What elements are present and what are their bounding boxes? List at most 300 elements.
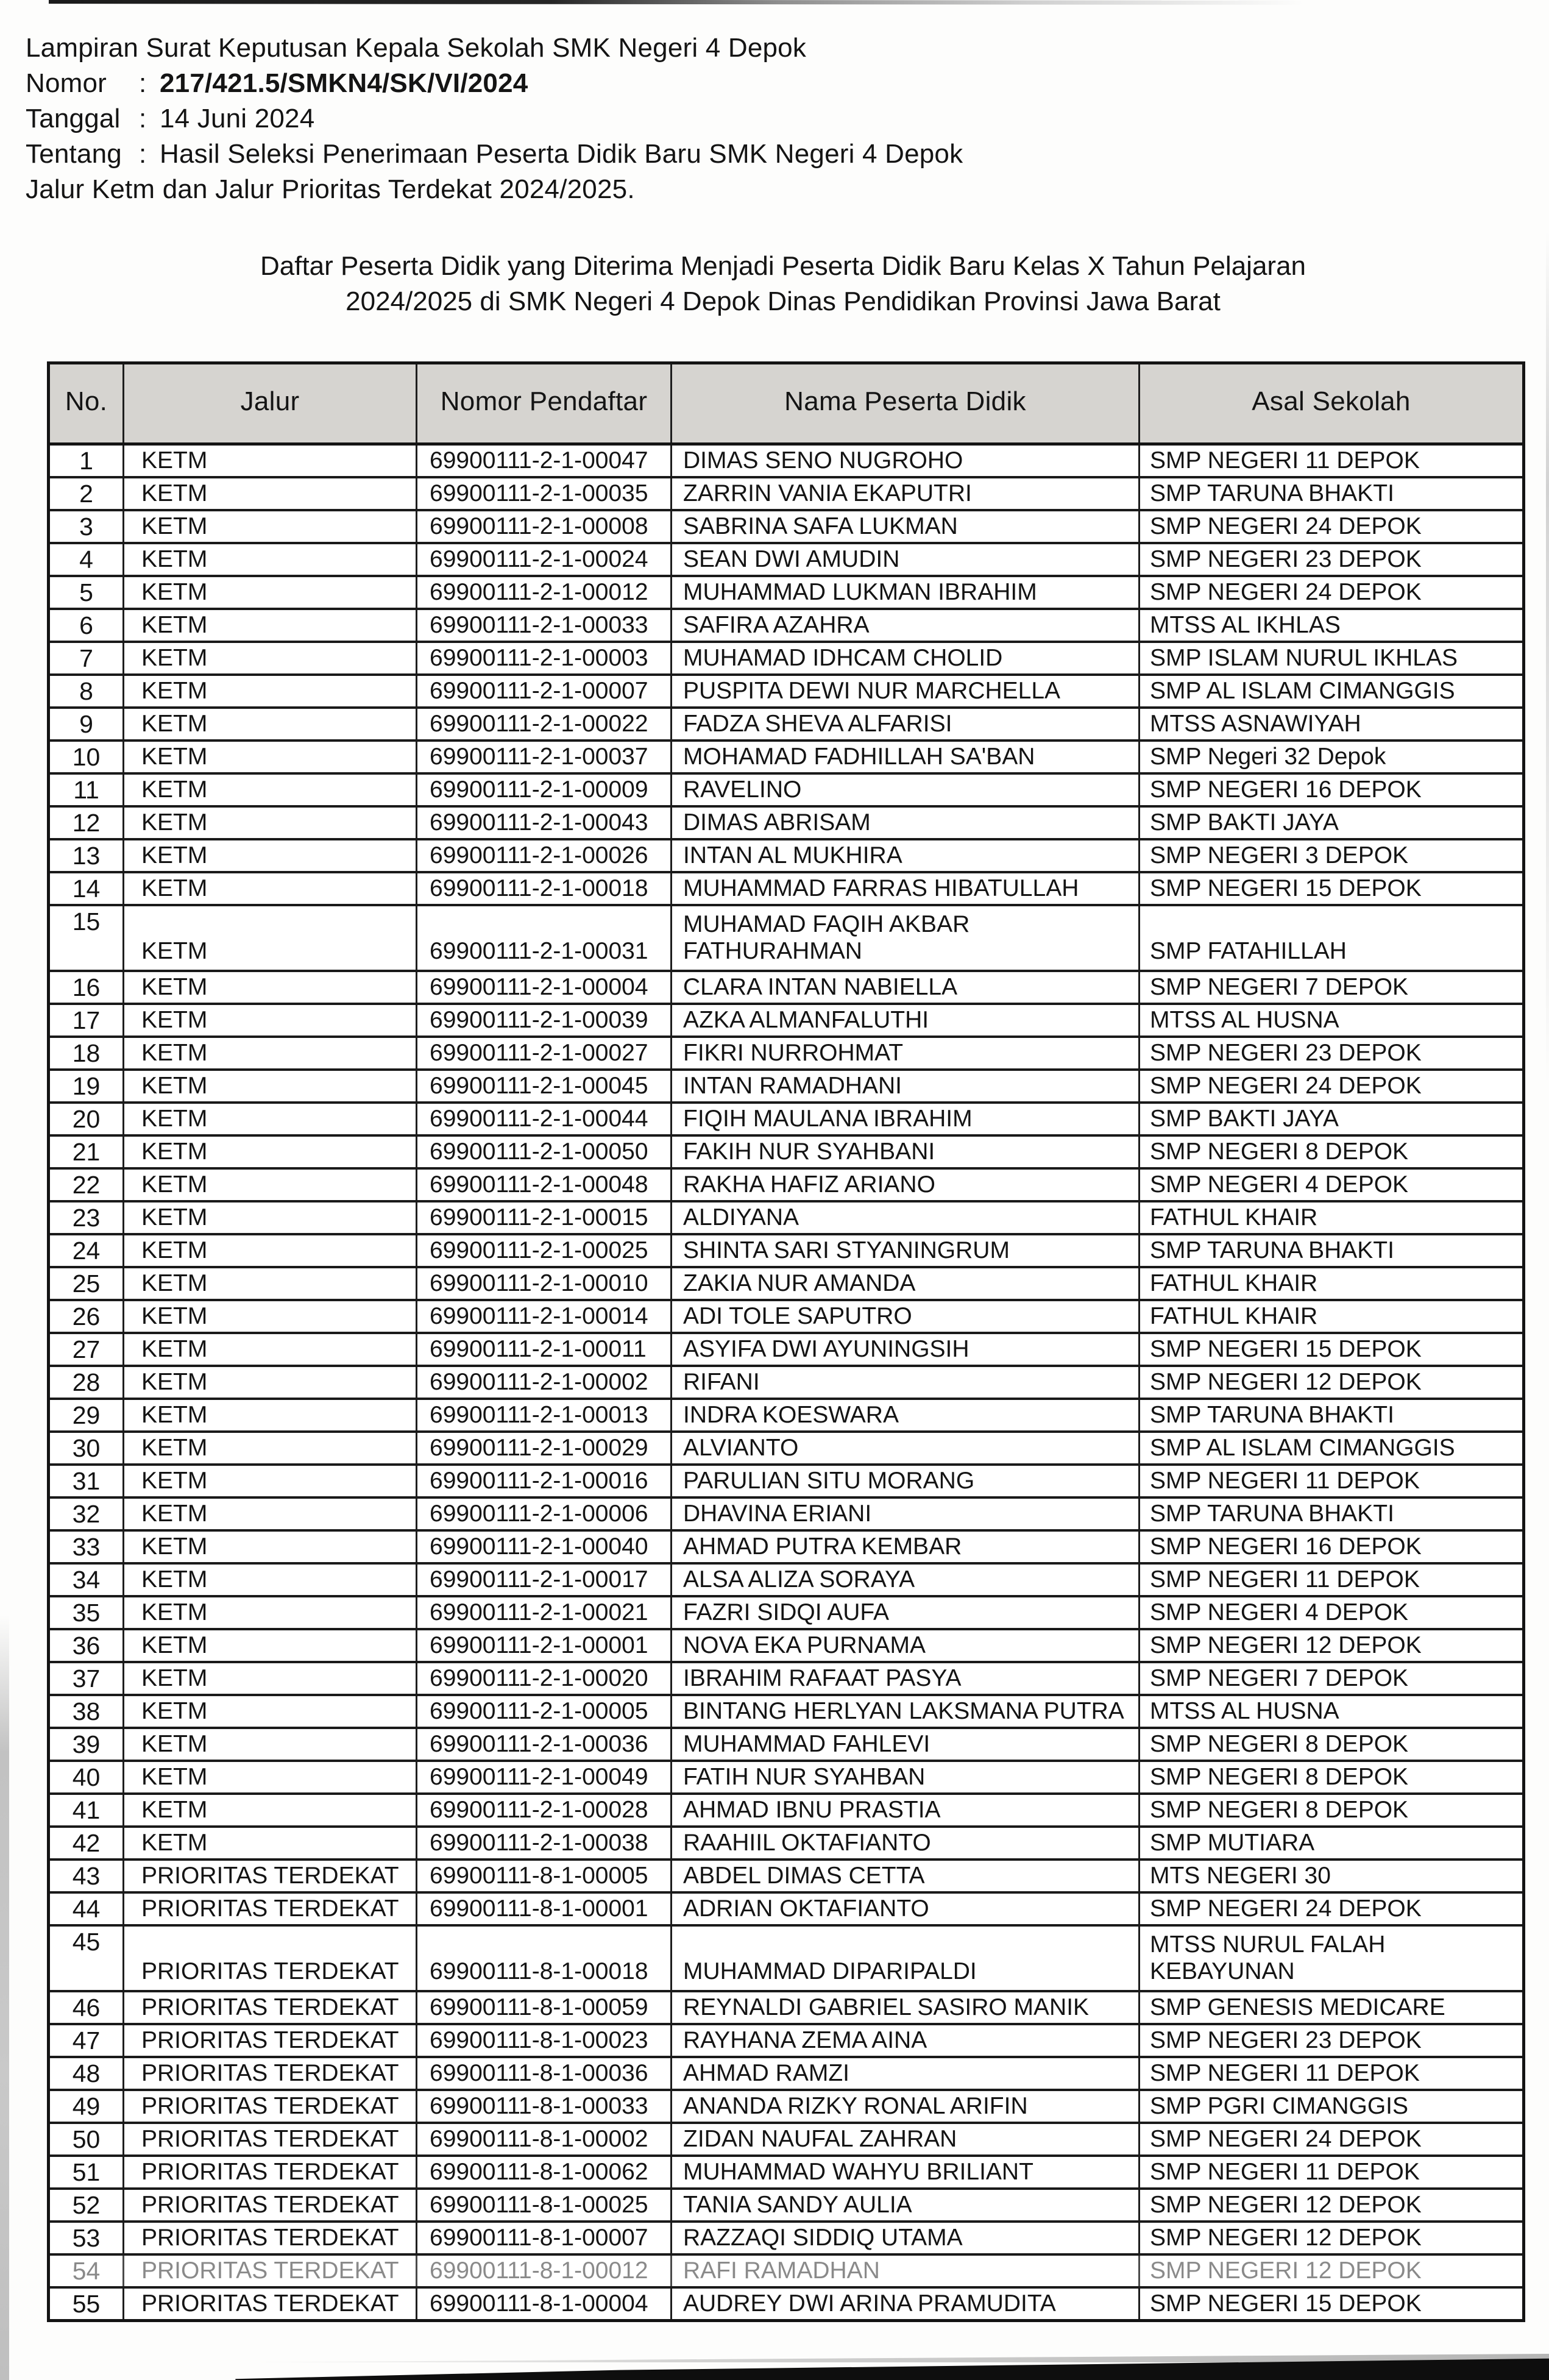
cell-asal: SMP NEGERI 16 DEPOK [1150, 1533, 1422, 1560]
cell-jalur: PRIORITAS TERDEKAT [124, 2190, 417, 2220]
cell-asal: SMP NEGERI 7 DEPOK [1150, 974, 1409, 1000]
cell-no: 45 [50, 1927, 124, 1990]
table-row [50, 775, 1522, 808]
cell-nama: ANANDA RIZKY RONAL ARIFIN [672, 2091, 1140, 2122]
cell-no: 36 [50, 1630, 124, 1661]
cell-nomor: 69900111-2-1-00020 [417, 1663, 672, 1694]
cell-asal: SMP NEGERI 23 DEPOK [1150, 1040, 1422, 1066]
lampiran-line: Lampiran Surat Keputusan Kepala Sekolah SMK Negeri 4 Depok [26, 33, 807, 63]
table-row [50, 1170, 1522, 1202]
cell-jalur: KETM [124, 676, 417, 706]
document-title-line1: Daftar Peserta Didik yang Diterima Menjadi Peserta Didik Baru Kelas X Tahun Pelajaran [260, 251, 1306, 281]
cell-nama: MUHAMMAD LUKMAN IBRAHIM [672, 577, 1140, 608]
tanggal-value: 14 Juni 2024 [160, 104, 315, 133]
cell-nama: MUHAMMAD FARRAS HIBATULLAH [672, 873, 1140, 904]
cell-asal: SMP AL ISLAM CIMANGGIS [1150, 678, 1455, 704]
tanggal-label: Tanggal [26, 104, 121, 133]
table-row [50, 478, 1522, 511]
cell-asal: SMP NEGERI 15 DEPOK [1150, 875, 1422, 901]
table-row [50, 1038, 1522, 1071]
cell-nomor: 69900111-2-1-00040 [417, 1532, 672, 1562]
cell-no: 42 [50, 1828, 124, 1858]
cell-asal: SMP ISLAM NURUL IKHLAS [1150, 645, 1458, 671]
cell-jalur: KETM [124, 972, 417, 1003]
cell-no: 27 [50, 1334, 124, 1365]
cell-asal: FATHUL KHAIR [1150, 1204, 1318, 1231]
scan-artifact-left-edge [0, 1615, 9, 2380]
cell-nomor: 69900111-2-1-00003 [417, 643, 672, 673]
table-row [50, 1466, 1522, 1499]
cell-jalur: KETM [124, 1597, 417, 1628]
cell-asal: SMP NEGERI 12 DEPOK [1150, 2257, 1422, 2284]
cell-jalur: KETM [124, 446, 417, 476]
cell-asal: SMP MUTIARA [1150, 1830, 1315, 1856]
cell-jalur: PRIORITAS TERDEKAT [124, 2256, 417, 2286]
cell-nomor: 69900111-2-1-00026 [417, 840, 672, 871]
cell-nomor: 69900111-8-1-00002 [417, 2124, 672, 2154]
cell-jalur: PRIORITAS TERDEKAT [124, 1861, 417, 1891]
cell-nama: AHMAD RAMZI [672, 2058, 1140, 2089]
cell-nomor: 69900111-2-1-00007 [417, 676, 672, 706]
cell-jalur: KETM [124, 1202, 417, 1233]
cell-jalur: KETM [124, 1565, 417, 1595]
table-row [50, 2025, 1522, 2058]
cell-no: 46 [50, 1992, 124, 2023]
table-row [50, 1433, 1522, 1466]
cell-nomor: 69900111-2-1-00027 [417, 1038, 672, 1068]
tanggal-separator: : [139, 104, 147, 133]
table-row [50, 1235, 1522, 1268]
cell-no: 25 [50, 1268, 124, 1299]
column-header-nomor-pendaftar: Nomor Pendaftar [417, 364, 672, 442]
table-row [50, 1565, 1522, 1597]
cell-nomor: 69900111-2-1-00038 [417, 1828, 672, 1858]
nomor-value: 217/421.5/SMKN4/SK/VI/2024 [160, 68, 528, 98]
cell-asal: SMP NEGERI 12 DEPOK [1150, 2225, 1422, 2251]
table-row [50, 808, 1522, 840]
cell-no: 48 [50, 2058, 124, 2089]
document-title-line2: 2024/2025 di SMK Negeri 4 Depok Dinas Pendidikan Provinsi Jawa Barat [346, 286, 1221, 316]
cell-asal: SMP NEGERI 24 DEPOK [1150, 2126, 1422, 2152]
table-row [50, 1992, 1522, 2025]
cell-jalur: KETM [124, 906, 417, 970]
cell-nama: BINTANG HERLYAN LAKSMANA PUTRA [672, 1696, 1140, 1727]
table-row [50, 1597, 1522, 1630]
cell-nama: DHAVINA ERIANI [672, 1499, 1140, 1529]
cell-nomor: 69900111-2-1-00001 [417, 1630, 672, 1661]
cell-asal: SMP NEGERI 7 DEPOK [1150, 1665, 1409, 1691]
scan-artifact-bottom-shadow [0, 2350, 1549, 2362]
cell-jalur: KETM [124, 1466, 417, 1496]
cell-jalur: KETM [124, 577, 417, 608]
cell-no: 9 [50, 709, 124, 739]
cell-nomor: 69900111-2-1-00022 [417, 709, 672, 739]
cell-asal: MTSS ASNAWIYAH [1150, 711, 1361, 737]
cell-jalur: KETM [124, 544, 417, 575]
cell-jalur: KETM [124, 1005, 417, 1035]
letterhead [26, 30, 963, 207]
table-row [50, 1301, 1522, 1334]
table-row [50, 1334, 1522, 1367]
table-row [50, 1630, 1522, 1663]
cell-asal: SMP PGRI CIMANGGIS [1150, 2093, 1409, 2119]
cell-asal: MTSS AL HUSNA [1150, 1007, 1339, 1033]
cell-nomor: 69900111-8-1-00062 [417, 2157, 672, 2187]
table-row [50, 873, 1522, 906]
cell-nama: FAZRI SIDQI AUFA [672, 1597, 1140, 1628]
cell-nomor: 69900111-2-1-00028 [417, 1795, 672, 1825]
cell-jalur: KETM [124, 1729, 417, 1760]
cell-no: 20 [50, 1104, 124, 1134]
cell-nomor: 69900111-2-1-00013 [417, 1400, 672, 1430]
cell-nama: RAVELINO [672, 775, 1140, 805]
cell-jalur: PRIORITAS TERDEKAT [124, 2223, 417, 2253]
table-row [50, 1894, 1522, 1927]
table-row [50, 1696, 1522, 1729]
cell-jalur: KETM [124, 709, 417, 739]
cell-no: 34 [50, 1565, 124, 1595]
cell-nomor: 69900111-2-1-00012 [417, 577, 672, 608]
cell-nama: ADRIAN OKTAFIANTO [672, 1894, 1140, 1924]
cell-no: 33 [50, 1532, 124, 1562]
cell-nama: ZIDAN NAUFAL ZAHRAN [672, 2124, 1140, 2154]
cell-nomor: 69900111-2-1-00045 [417, 1071, 672, 1101]
nomor-separator: : [139, 68, 147, 98]
cell-jalur: KETM [124, 1137, 417, 1167]
cell-asal: MTSS AL HUSNA [1150, 1698, 1339, 1724]
cell-nama: FATIH NUR SYAHBAN [672, 1762, 1140, 1792]
table-row [50, 1202, 1522, 1235]
cell-nama: ASYIFA DWI AYUNINGSIH [672, 1334, 1140, 1365]
cell-no: 8 [50, 676, 124, 706]
table-body [50, 446, 1522, 2319]
cell-jalur: PRIORITAS TERDEKAT [124, 2025, 417, 2056]
cell-no: 5 [50, 577, 124, 608]
cell-jalur: PRIORITAS TERDEKAT [124, 2289, 417, 2319]
cell-no: 32 [50, 1499, 124, 1529]
cell-asal: SMP NEGERI 4 DEPOK [1150, 1171, 1409, 1198]
jalur-line: Jalur Ketm dan Jalur Prioritas Terdekat 2024/2025. [26, 174, 635, 204]
cell-asal: SMP NEGERI 8 DEPOK [1150, 1764, 1409, 1790]
cell-jalur: KETM [124, 808, 417, 838]
cell-jalur: KETM [124, 1630, 417, 1661]
tentang-label: Tentang [26, 139, 122, 169]
table-row [50, 1104, 1522, 1137]
cell-no: 39 [50, 1729, 124, 1760]
cell-nama: RAFI RAMADHAN [672, 2256, 1140, 2286]
cell-no: 26 [50, 1301, 124, 1332]
cell-nomor: 69900111-2-1-00049 [417, 1762, 672, 1792]
column-header-jalur: Jalur [124, 364, 417, 442]
table-row [50, 906, 1522, 972]
cell-nomor: 69900111-8-1-00007 [417, 2223, 672, 2253]
cell-nama: MUHAMMAD FAHLEVI [672, 1729, 1140, 1760]
cell-asal: SMP NEGERI 11 DEPOK [1150, 2159, 1420, 2185]
cell-asal: SMP NEGERI 8 DEPOK [1150, 1731, 1409, 1757]
cell-nomor: 69900111-2-1-00016 [417, 1466, 672, 1496]
cell-jalur: KETM [124, 1170, 417, 1200]
tentang-separator: : [139, 139, 147, 169]
cell-nama: PARULIAN SITU MORANG [672, 1466, 1140, 1496]
cell-jalur: PRIORITAS TERDEKAT [124, 1927, 417, 1990]
scan-artifact-top-line [49, 0, 1304, 5]
cell-asal: SMP TARUNA BHAKTI [1150, 1501, 1394, 1527]
cell-jalur: KETM [124, 478, 417, 509]
cell-nomor: 69900111-2-1-00029 [417, 1433, 672, 1463]
cell-no: 13 [50, 840, 124, 871]
cell-nama: INTAN RAMADHANI [672, 1071, 1140, 1101]
cell-asal: SMP NEGERI 24 DEPOK [1150, 513, 1422, 539]
cell-nama: REYNALDI GABRIEL SASIRO MANIK [672, 1992, 1140, 2023]
cell-nomor: 69900111-2-1-00025 [417, 1235, 672, 1266]
cell-nomor: 69900111-8-1-00023 [417, 2025, 672, 2056]
cell-nama: AHMAD PUTRA KEMBAR [672, 1532, 1140, 1562]
cell-asal: SMP NEGERI 12 DEPOK [1150, 2192, 1422, 2218]
cell-nama: ALSA ALIZA SORAYA [672, 1565, 1140, 1595]
cell-nama: RAAHIIL OKTAFIANTO [672, 1828, 1140, 1858]
cell-nomor: 69900111-2-1-00006 [417, 1499, 672, 1529]
cell-no: 37 [50, 1663, 124, 1694]
cell-nomor: 69900111-2-1-00037 [417, 742, 672, 772]
cell-no: 41 [50, 1795, 124, 1825]
cell-jalur: KETM [124, 1334, 417, 1365]
cell-nama: DIMAS SENO NUGROHO [672, 446, 1140, 476]
cell-no: 10 [50, 742, 124, 772]
column-header-asal-sekolah: Asal Sekolah [1252, 386, 1411, 416]
cell-jalur: KETM [124, 1663, 417, 1694]
cell-nama: AUDREY DWI ARINA PRAMUDITA [672, 2289, 1140, 2319]
cell-nomor: 69900111-2-1-00043 [417, 808, 672, 838]
cell-asal: SMP TARUNA BHAKTI [1150, 1402, 1394, 1428]
cell-nama: DIMAS ABRISAM [672, 808, 1140, 838]
cell-jalur: KETM [124, 1038, 417, 1068]
cell-asal: MTSS NURUL FALAH KEBAYUNAN [1150, 1931, 1386, 1984]
cell-nomor: 69900111-2-1-00044 [417, 1104, 672, 1134]
cell-nama: RAKHA HAFIZ ARIANO [672, 1170, 1140, 1200]
scan-artifact-right-edge [1546, 232, 1549, 1085]
table-row [50, 1005, 1522, 1038]
cell-asal: SMP NEGERI 11 DEPOK [1150, 447, 1420, 474]
cell-no: 40 [50, 1762, 124, 1792]
cell-no: 50 [50, 2124, 124, 2154]
cell-asal: MTS NEGERI 30 [1150, 1863, 1331, 1889]
table-row [50, 2223, 1522, 2256]
cell-jalur: KETM [124, 511, 417, 542]
cell-no: 22 [50, 1170, 124, 1200]
cell-nama: MUHAMMAD WAHYU BRILIANT [672, 2157, 1140, 2187]
cell-no: 3 [50, 511, 124, 542]
cell-nama: NOVA EKA PURNAMA [672, 1630, 1140, 1661]
cell-nama: ABDEL DIMAS CETTA [672, 1861, 1140, 1891]
table-row [50, 511, 1522, 544]
cell-nama: IBRAHIM RAFAAT PASYA [672, 1663, 1140, 1694]
cell-asal: SMP FATAHILLAH [1150, 938, 1347, 964]
cell-no: 30 [50, 1433, 124, 1463]
cell-asal: SMP AL ISLAM CIMANGGIS [1150, 1435, 1455, 1461]
cell-no: 29 [50, 1400, 124, 1430]
cell-nomor: 69900111-8-1-00001 [417, 1894, 672, 1924]
cell-nomor: 69900111-2-1-00014 [417, 1301, 672, 1332]
cell-nomor: 69900111-2-1-00033 [417, 610, 672, 641]
table-row [50, 676, 1522, 709]
cell-no: 7 [50, 643, 124, 673]
table-row [50, 577, 1522, 610]
cell-jalur: KETM [124, 1400, 417, 1430]
cell-asal: SMP NEGERI 3 DEPOK [1150, 842, 1409, 869]
cell-jalur: PRIORITAS TERDEKAT [124, 1992, 417, 2023]
cell-no: 23 [50, 1202, 124, 1233]
nomor-field [26, 66, 963, 101]
results-table [47, 361, 1525, 2322]
cell-no: 44 [50, 1894, 124, 1924]
cell-no: 2 [50, 478, 124, 509]
cell-no: 15 [50, 906, 124, 970]
cell-asal: SMP NEGERI 8 DEPOK [1150, 1797, 1409, 1823]
table-row [50, 1795, 1522, 1828]
cell-asal: MTSS AL IKHLAS [1150, 612, 1341, 638]
nomor-label: Nomor [26, 68, 107, 98]
cell-nomor: 69900111-2-1-00047 [417, 446, 672, 476]
cell-asal: SMP NEGERI 12 DEPOK [1150, 1632, 1422, 1658]
cell-nomor: 69900111-2-1-00005 [417, 1696, 672, 1727]
table-row [50, 1532, 1522, 1565]
table-row [50, 1367, 1522, 1400]
cell-asal: SMP NEGERI 23 DEPOK [1150, 546, 1422, 572]
cell-no: 52 [50, 2190, 124, 2220]
table-row [50, 1400, 1522, 1433]
cell-no: 19 [50, 1071, 124, 1101]
table-row [50, 544, 1522, 577]
column-header-nama-peserta-didik: Nama Peserta Didik [672, 364, 1140, 442]
cell-asal: SMP NEGERI 8 DEPOK [1150, 1138, 1409, 1165]
cell-asal: SMP NEGERI 24 DEPOK [1150, 579, 1422, 605]
cell-jalur: KETM [124, 610, 417, 641]
cell-asal: SMP NEGERI 11 DEPOK [1150, 2060, 1420, 2086]
table-row [50, 2157, 1522, 2190]
cell-asal: SMP BAKTI JAYA [1150, 1106, 1339, 1132]
cell-nomor: 69900111-2-1-00017 [417, 1565, 672, 1595]
cell-nama: FAKIH NUR SYAHBANI [672, 1137, 1140, 1167]
cell-asal: SMP NEGERI 15 DEPOK [1150, 1336, 1422, 1362]
document-title [61, 249, 1505, 319]
cell-asal: SMP NEGERI 11 DEPOK [1150, 1468, 1420, 1494]
cell-asal: SMP GENESIS MEDICARE [1150, 1994, 1445, 2020]
table-row [50, 1927, 1522, 1992]
cell-no: 53 [50, 2223, 124, 2253]
cell-nomor: 69900111-2-1-00015 [417, 1202, 672, 1233]
table-row [50, 2091, 1522, 2124]
table-row [50, 1071, 1522, 1104]
cell-nama: RIFANI [672, 1367, 1140, 1398]
cell-nomor: 69900111-2-1-00021 [417, 1597, 672, 1628]
cell-nomor: 69900111-8-1-00033 [417, 2091, 672, 2122]
cell-jalur: KETM [124, 1104, 417, 1134]
cell-nomor: 69900111-8-1-00036 [417, 2058, 672, 2089]
table-row [50, 1268, 1522, 1301]
cell-nomor: 69900111-2-1-00002 [417, 1367, 672, 1398]
cell-nama: AZKA ALMANFALUTHI [672, 1005, 1140, 1035]
cell-jalur: KETM [124, 742, 417, 772]
cell-no: 31 [50, 1466, 124, 1496]
table-row [50, 1729, 1522, 1762]
cell-nama: RAZZAQI SIDDIQ UTAMA [672, 2223, 1140, 2253]
cell-asal: SMP TARUNA BHAKTI [1150, 1237, 1394, 1263]
column-header-no: No. [50, 364, 124, 442]
cell-no: 24 [50, 1235, 124, 1266]
table-row [50, 2058, 1522, 2091]
cell-asal: SMP NEGERI 15 DEPOK [1150, 2290, 1422, 2317]
cell-nomor: 69900111-2-1-00004 [417, 972, 672, 1003]
cell-no: 51 [50, 2157, 124, 2187]
cell-jalur: KETM [124, 1301, 417, 1332]
cell-jalur: KETM [124, 643, 417, 673]
table-row [50, 2256, 1522, 2289]
cell-nama: FADZA SHEVA ALFARISI [672, 709, 1140, 739]
cell-asal: SMP NEGERI 24 DEPOK [1150, 1895, 1422, 1922]
table-row [50, 972, 1522, 1005]
cell-nama: INDRA KOESWARA [672, 1400, 1140, 1430]
cell-nomor: 69900111-8-1-00005 [417, 1861, 672, 1891]
cell-nama: FIKRI NURROHMAT [672, 1038, 1140, 1068]
cell-jalur: KETM [124, 1795, 417, 1825]
table-row [50, 709, 1522, 742]
cell-nama: ZARRIN VANIA EKAPUTRI [672, 478, 1140, 509]
cell-jalur: KETM [124, 1367, 417, 1398]
cell-nomor: 69900111-2-1-00050 [417, 1137, 672, 1167]
table-row [50, 610, 1522, 643]
cell-nomor: 69900111-8-1-00059 [417, 1992, 672, 2023]
cell-nama: AHMAD IBNU PRASTIA [672, 1795, 1140, 1825]
cell-jalur: KETM [124, 1499, 417, 1529]
cell-jalur: KETM [124, 1235, 417, 1266]
cell-nama: MUHAMAD FAQIH AKBAR FATHURAHMAN [672, 906, 1140, 970]
cell-no: 4 [50, 544, 124, 575]
cell-jalur: KETM [124, 1433, 417, 1463]
tanggal-field [26, 101, 963, 137]
cell-no: 28 [50, 1367, 124, 1398]
cell-nama: TANIA SANDY AULIA [672, 2190, 1140, 2220]
cell-no: 12 [50, 808, 124, 838]
cell-jalur: KETM [124, 1828, 417, 1858]
cell-asal: SMP NEGERI 24 DEPOK [1150, 1073, 1422, 1099]
cell-jalur: PRIORITAS TERDEKAT [124, 2124, 417, 2154]
cell-asal: SMP NEGERI 12 DEPOK [1150, 1369, 1422, 1395]
cell-nama: SABRINA SAFA LUKMAN [672, 511, 1140, 542]
table-row [50, 2124, 1522, 2157]
cell-no: 1 [50, 446, 124, 476]
table-row [50, 2190, 1522, 2223]
cell-nomor: 69900111-8-1-00025 [417, 2190, 672, 2220]
cell-nama: FIQIH MAULANA IBRAHIM [672, 1104, 1140, 1134]
cell-no: 18 [50, 1038, 124, 1068]
cell-asal: SMP BAKTI JAYA [1150, 809, 1339, 836]
cell-nama: ALVIANTO [672, 1433, 1140, 1463]
cell-no: 49 [50, 2091, 124, 2122]
cell-nama: RAYHANA ZEMA AINA [672, 2025, 1140, 2056]
cell-jalur: KETM [124, 1268, 417, 1299]
cell-nomor: 69900111-8-1-00012 [417, 2256, 672, 2286]
cell-nomor: 69900111-8-1-00018 [417, 1927, 672, 1990]
tentang-value: Hasil Seleksi Penerimaan Peserta Didik Baru SMK Negeri 4 Depok [160, 139, 963, 169]
cell-nama: INTAN AL MUKHIRA [672, 840, 1140, 871]
cell-no: 38 [50, 1696, 124, 1727]
table-row [50, 446, 1522, 478]
cell-no: 11 [50, 775, 124, 805]
cell-jalur: KETM [124, 873, 417, 904]
cell-asal: SMP TARUNA BHAKTI [1150, 480, 1394, 506]
cell-nomor: 69900111-2-1-00009 [417, 775, 672, 805]
cell-nomor: 69900111-2-1-00024 [417, 544, 672, 575]
